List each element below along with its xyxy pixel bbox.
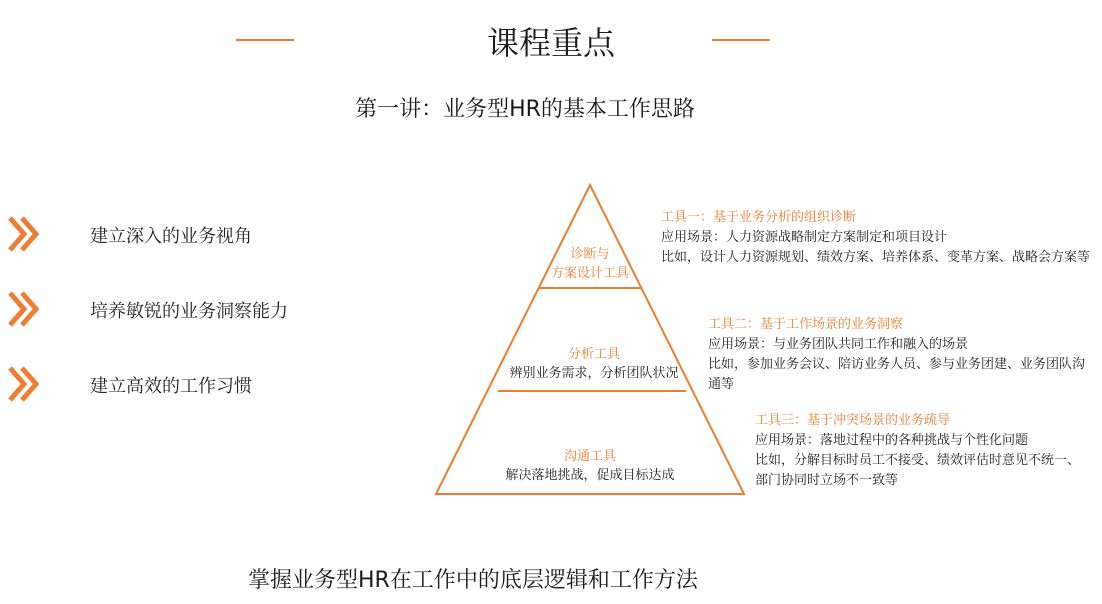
double-chevron-icon bbox=[8, 289, 40, 329]
page-title: 课程重点 bbox=[486, 24, 615, 62]
double-chevron-icon bbox=[8, 214, 40, 254]
pyramid-bottom-desc: 解决落地挑战，促成目标达成 bbox=[505, 468, 675, 483]
lecture-subtitle: 第一讲：业务型HR的基本工作思路 bbox=[355, 97, 695, 122]
tool-three-scene: 应用场景：落地过程中的各种挑战与个性化问题 bbox=[755, 433, 1029, 448]
pyramid-middle-tier bbox=[494, 345, 694, 383]
double-chevron-icon bbox=[8, 364, 40, 404]
tool-three-block bbox=[755, 411, 1080, 491]
pyramid-middle-name: 分析工具 bbox=[567, 347, 620, 362]
summary-footer: 掌握业务型HR在工作中的底层逻辑和工作方法 bbox=[248, 568, 698, 593]
tool-one-head: 工具一：基于业务分析的组织诊断 bbox=[661, 210, 857, 225]
tool-one-block bbox=[661, 208, 1090, 268]
tool-three-head: 工具三：基于冲突场景的业务疏导 bbox=[755, 413, 951, 428]
key-point-label: 建立深入的业务视角 bbox=[90, 226, 252, 247]
tool-three-example-line2: 部门协同时立场不一致等 bbox=[755, 473, 899, 488]
tool-one-scene: 应用场景：人力资源战略制定方案制定和项目设计 bbox=[661, 230, 948, 245]
key-point-label: 建立高效的工作习惯 bbox=[90, 376, 252, 397]
tool-two-example-line2: 通等 bbox=[708, 377, 735, 392]
tool-two-head: 工具二：基于工作场景的业务洞察 bbox=[708, 317, 904, 332]
tool-two-scene: 应用场景：与业务团队共同工作和融入的场景 bbox=[708, 337, 969, 352]
tool-one-example: 比如，设计人力资源规划、绩效方案、培养体系、变革方案、战略会方案等 bbox=[661, 250, 1091, 265]
tool-three-example-line1: 比如，分解目标时员工不接受、绩效评估时意见不统一、 bbox=[755, 453, 1081, 468]
pyramid-top-tier bbox=[540, 245, 640, 283]
pyramid-top-line2: 方案设计工具 bbox=[550, 266, 629, 281]
pyramid-top-line1: 诊断与 bbox=[570, 247, 610, 262]
tool-two-example-line1: 比如，参加业务会议、陪访业务人员、参与业务团建、业务团队沟 bbox=[708, 357, 1086, 372]
pyramid-bottom-name: 沟通工具 bbox=[563, 449, 616, 464]
title-right-line bbox=[712, 39, 770, 41]
key-point-label: 培养敏锐的业务洞察能力 bbox=[90, 301, 288, 322]
pyramid-bottom-tier bbox=[490, 447, 690, 485]
tool-two-block bbox=[708, 315, 1085, 395]
pyramid-middle-desc: 辨别业务需求，分析团队状况 bbox=[509, 366, 679, 381]
